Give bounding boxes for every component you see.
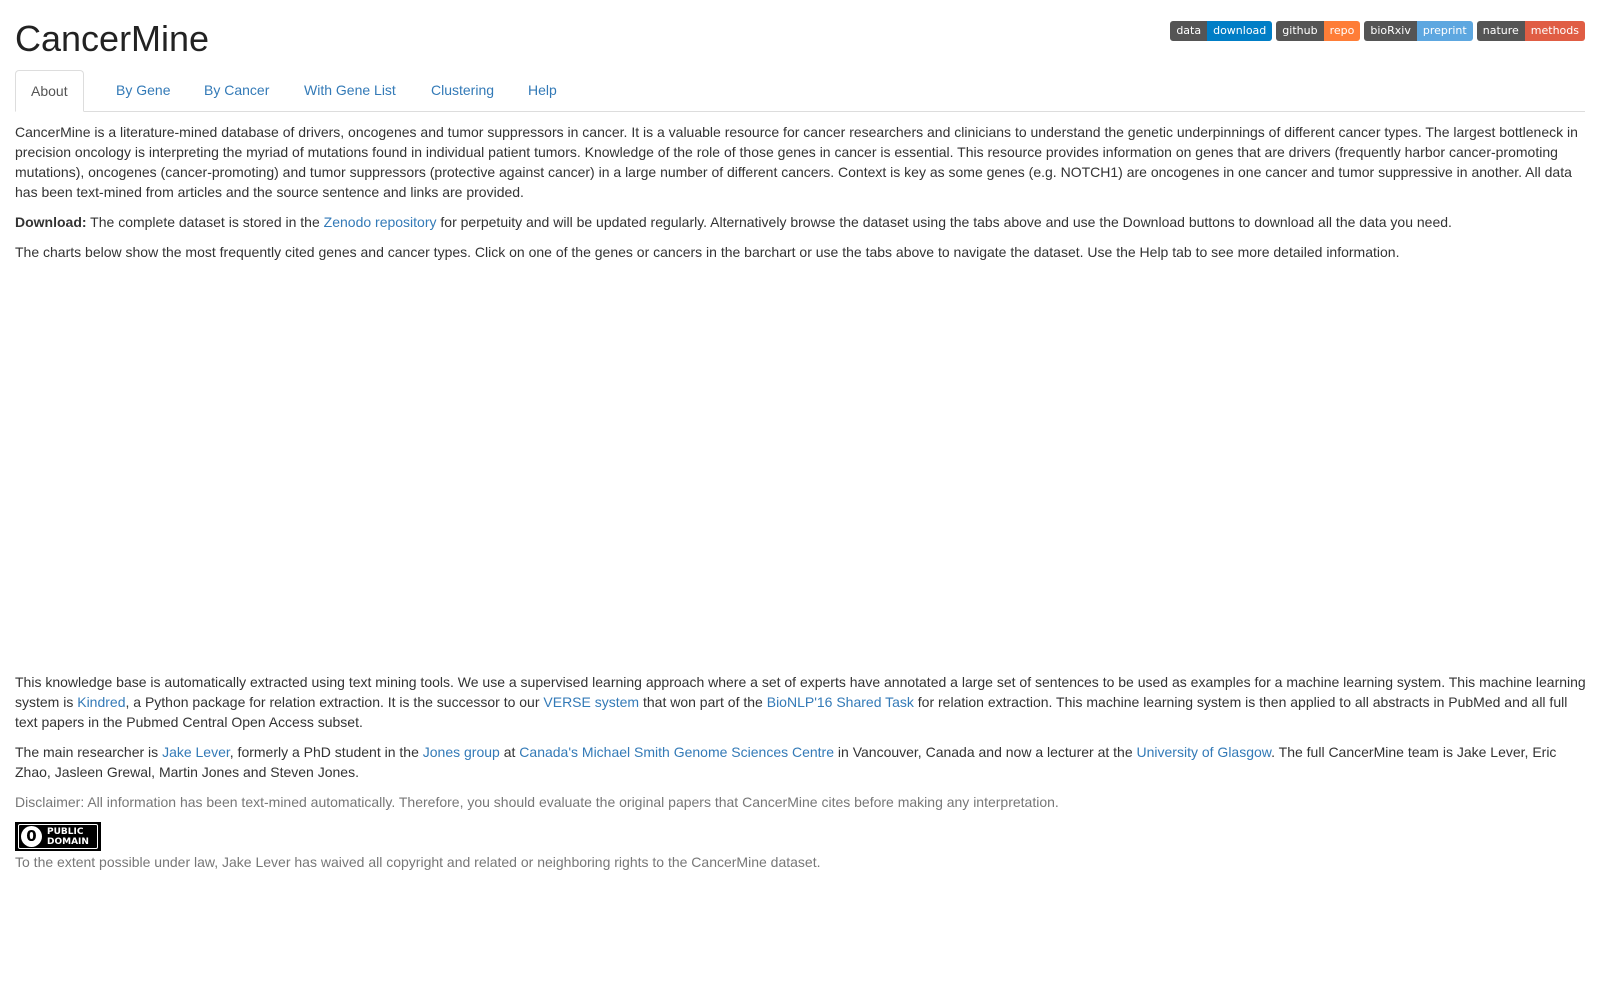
page-title: CancerMine <box>15 18 210 59</box>
tab-by-gene[interactable]: By Gene <box>116 82 171 98</box>
tab-about[interactable]: About <box>15 70 84 112</box>
jake-lever-link[interactable]: Jake Lever <box>162 744 230 760</box>
chart-area <box>15 280 1585 650</box>
charts-paragraph: The charts below show the most frequently cited genes and cancer types. Click on one of the genes or cancers in the barchart or use the tabs above to navigate the dataset. Use the Help tab to see more detailed information. <box>15 244 1400 260</box>
disclaimer-text: Disclaimer: All information has been text-mined automatically. Therefore, you should evaluate the original papers that CancerMine cites before making any interpretation. <box>15 794 1059 810</box>
team-paragraph: The main researcher is Jake Lever, formerly a PhD student in the Jones group at Canada's Michael Smith Genome Sciences Centre in Vancouver, Canada and now a lecturer at the University of Glasgow. The full CancerMine team is Jake Lever, Eric Zhao, Jasleen Grewal, Martin Jones and Steven Jones. <box>15 744 1557 780</box>
tab-clustering[interactable]: Clustering <box>431 82 495 98</box>
tab-help[interactable]: Help <box>528 82 557 98</box>
glasgow-link[interactable]: University of Glasgow <box>1136 744 1272 760</box>
intro-paragraph: CancerMine is a literature-mined database of drivers, oncogenes and tumor suppressors in cancer. It is a valuable resource for cancer researchers and clinicians to understand the genetic underpinnings of different cancer types. The largest bottleneck in precision oncology is interpreting the myriad of mutations found in individual patient tumors. Knowledge of the role of those genes in cancer is essential. This resource provides information on genes that are drivers (frequently harbor cancer-promoting mutations), oncogenes (cancer-promoting) and tumor suppressors (protective against cancer) in a large number of different cancers. Context is key as some genes (e.g. NOTCH1) are oncogenes in one cancer and tumor suppressive in another. All data has been text-mined from articles and the source sentence and links are provided. <box>15 124 1578 200</box>
badge-row <box>1170 21 1585 41</box>
data-download-badge[interactable]: data download <box>1170 21 1272 41</box>
github-repo-badge[interactable]: github repo <box>1276 21 1360 41</box>
license-text: To the extent possible under law, Jake Lever has waived all copyright and related or neighboring rights to the CancerMine dataset. <box>15 854 821 870</box>
verse-link[interactable]: VERSE system <box>543 694 640 710</box>
nature-methods-badge[interactable]: nature methods <box>1477 21 1585 41</box>
public-domain-badge[interactable]: 0 PUBLIC DOMAIN <box>15 822 101 851</box>
kindred-link[interactable]: Kindred <box>77 694 126 710</box>
tab-with-gene-list[interactable]: With Gene List <box>304 82 396 98</box>
tab-by-cancer[interactable]: By Cancer <box>204 82 270 98</box>
gsc-link[interactable]: Canada's Michael Smith Genome Sciences Centre <box>519 744 835 760</box>
biorxiv-preprint-badge[interactable]: bioRxiv preprint <box>1364 21 1472 41</box>
jones-group-link[interactable]: Jones group <box>422 744 500 760</box>
nav-tabs <box>15 70 1585 112</box>
knowledge-base-paragraph: This knowledge base is automatically extracted using text mining tools. We use a supervised learning approach where a set of experts have annotated a large set of sentences to be used as examples for a machine learning system. This machine learning system is Kindred, a Python package for relation extraction. It is the successor to our VERSE system that won part of the BioNLP'16 Shared Task for relation extraction. This machine learning system is then applied to all abstracts in PubMed and all full text papers in the Pubmed Central Open Access subset. <box>15 674 1586 730</box>
download-paragraph: Download: The complete dataset is stored in the Zenodo repository for perpetuity and will be updated regularly. Alternatively browse the dataset using the tabs above and use the Download buttons to download all the data you need. <box>15 214 1452 230</box>
bionlp-link[interactable]: BioNLP'16 Shared Task <box>766 694 914 710</box>
cc-zero-icon: 0 <box>21 826 42 847</box>
download-label: Download: <box>15 214 87 230</box>
zenodo-link[interactable]: Zenodo repository <box>323 214 437 230</box>
